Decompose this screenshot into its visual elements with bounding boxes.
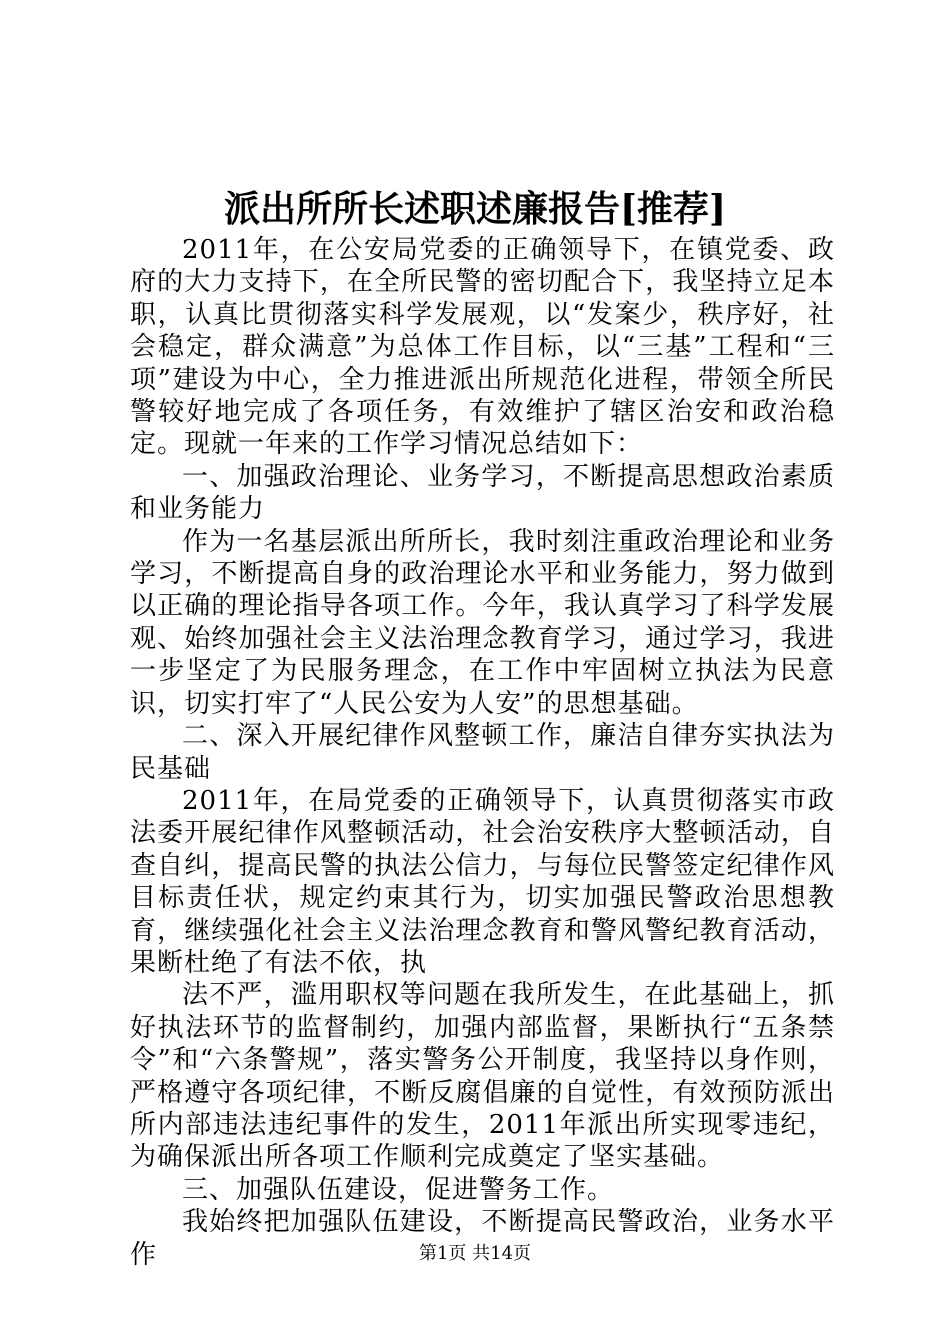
paragraph-team: 我始终把加强队伍建设，不断提高民警政治，业务水平作 [130, 1207, 835, 1270]
document-body [130, 234, 835, 1271]
paragraph-supervision: 法不严，滥用职权等问题在我所发生，在此基础上，抓好执法环节的监督制约，加强内部监督，果断执行“五条禁令”和“六条警规”，落实警务公开制度，我坚持以身作则，严格遵守各项纪律，不断反腐倡廉的自觉性，有效预防派出所内部违法违纪事件的发生，2011年派出所实现零违纪，为确保派出所各项工作顺利完成奠定了坚实基础。 [130, 980, 835, 1173]
section-heading-1: 一、加强政治理论、业务学习，不断提高思想政治素质和业务能力 [130, 461, 835, 525]
section-heading-3: 三、加强队伍建设，促进警务工作。 [182, 1174, 615, 1205]
paragraph-study: 作为一名基层派出所所长，我时刻注重政治理论和业务学习，不断提高自身的政治理论水平和业务能力，努力做到以正确的理论指导各项工作。今年，我认真学习了科学发展观、始终加强社会主义法治理念教育学习，通过学习，我进一步坚定了为民服务理念，在工作中牢固树立执法为民意识，切实打牢了“人民公安为人安”的思想基础。 [130, 526, 835, 719]
paragraph-intro: 2011年，在公安局党委的正确领导下，在镇党委、政府的大力支持下，在全所民警的密切配合下，我坚持立足本职，认真比贯彻落实科学发展观，以“发案少，秩序好，社会稳定，群众满意”为总体工作目标，以“三基”工程和“三项”建设为中心，全力推进派出所规范化进程，带领全所民警较好地完成了各项任务，有效维护了辖区治安和政治稳定。现就一年来的工作学习情况总结如下： [130, 235, 835, 460]
paragraph-discipline: 2011年，在局党委的正确领导下，认真贯彻落实市政法委开展纪律作风整顿活动，社会治安秩序大整顿活动，自查自纠，提高民警的执法公信力，与每位民警签定纪律作风目标责任状，规定约束其行为，切实加强民警政治思想教育，继续强化社会主义法治理念教育和警风警纪教育活动，果断杜绝了有法不依，执 [130, 785, 835, 978]
page-number: 第1页 共14页 [418, 1243, 532, 1264]
document-title: 派出所所长述职述廉报告[推荐] [223, 188, 727, 230]
section-heading-2: 二、深入开展纪律作风整顿工作，廉洁自律夯实执法为民基础 [130, 721, 835, 784]
